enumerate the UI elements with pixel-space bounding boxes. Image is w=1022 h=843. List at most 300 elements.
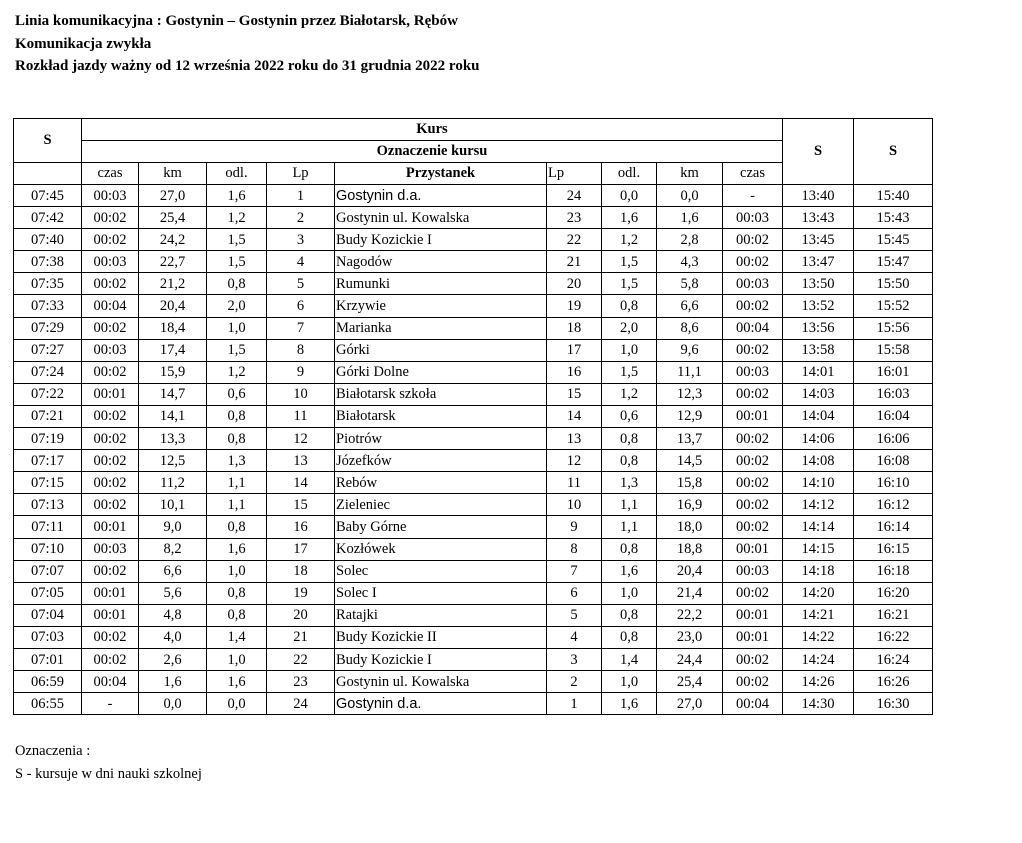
cell-lp2: 14 xyxy=(547,405,602,427)
cell-lp: 15 xyxy=(267,494,335,516)
cell-time-s-left: 07:38 xyxy=(14,251,82,273)
service-type: Komunikacja zwykła xyxy=(15,35,152,52)
cell-time-s-right2: 16:12 xyxy=(854,494,933,516)
table-row xyxy=(14,405,933,427)
table-row xyxy=(14,273,933,295)
cell-time-s-left: 07:22 xyxy=(14,383,82,405)
cell-km: 8,2 xyxy=(139,538,207,560)
cell-time-s-right1: 14:12 xyxy=(783,494,854,516)
cell-czas2: 00:04 xyxy=(723,693,783,715)
cell-time-s-right1: 14:01 xyxy=(783,361,854,383)
cell-lp2: 21 xyxy=(547,251,602,273)
cell-odl2: 1,2 xyxy=(602,383,657,405)
cell-stop-name: Nagodów xyxy=(335,251,547,273)
cell-time-s-left: 07:07 xyxy=(14,560,82,582)
table-row xyxy=(14,251,933,273)
cell-lp: 4 xyxy=(267,251,335,273)
cell-km2: 14,5 xyxy=(657,450,723,472)
sub-przystanek: Przystanek xyxy=(335,163,547,185)
cell-czas2: 00:01 xyxy=(723,604,783,626)
line-title: Linia komunikacyjna : Gostynin – Gostynin przez Białotarsk, Rębów xyxy=(15,13,458,29)
cell-time-s-left: 07:10 xyxy=(14,538,82,560)
cell-czas2: 00:03 xyxy=(723,560,783,582)
cell-czas2: 00:02 xyxy=(723,295,783,317)
sub-empty xyxy=(14,163,82,185)
cell-odl: 1,6 xyxy=(207,185,267,207)
cell-km: 4,0 xyxy=(139,626,207,648)
cell-time-s-right1: 14:30 xyxy=(783,693,854,715)
cell-odl2: 1,2 xyxy=(602,229,657,251)
cell-czas2: 00:02 xyxy=(723,428,783,450)
cell-km: 15,9 xyxy=(139,361,207,383)
col-s-left-header: S xyxy=(14,119,82,163)
cell-odl: 1,5 xyxy=(207,229,267,251)
cell-czas2: 00:02 xyxy=(723,251,783,273)
cell-czas2: 00:02 xyxy=(723,229,783,251)
cell-km: 18,4 xyxy=(139,317,207,339)
cell-odl: 1,2 xyxy=(207,361,267,383)
cell-lp: 23 xyxy=(267,671,335,693)
cell-stop-name: Solec xyxy=(335,560,547,582)
cell-lp: 14 xyxy=(267,472,335,494)
cell-czas: 00:02 xyxy=(82,648,139,670)
timetable xyxy=(13,118,933,715)
cell-lp2: 6 xyxy=(547,582,602,604)
cell-stop-name: Budy Kozickie II xyxy=(335,626,547,648)
cell-time-s-right1: 13:40 xyxy=(783,185,854,207)
cell-odl: 1,3 xyxy=(207,450,267,472)
table-row xyxy=(14,626,933,648)
cell-time-s-right1: 14:20 xyxy=(783,582,854,604)
cell-km: 13,3 xyxy=(139,428,207,450)
cell-odl: 1,6 xyxy=(207,671,267,693)
cell-km: 5,6 xyxy=(139,582,207,604)
col-s-right1-header: S xyxy=(783,119,854,185)
cell-time-s-right1: 13:56 xyxy=(783,317,854,339)
cell-time-s-right1: 14:06 xyxy=(783,428,854,450)
cell-time-s-left: 06:55 xyxy=(14,693,82,715)
cell-lp: 21 xyxy=(267,626,335,648)
cell-lp: 13 xyxy=(267,450,335,472)
cell-lp: 8 xyxy=(267,339,335,361)
cell-odl: 1,1 xyxy=(207,472,267,494)
cell-czas2: 00:04 xyxy=(723,317,783,339)
cell-czas: 00:03 xyxy=(82,185,139,207)
cell-km2: 21,4 xyxy=(657,582,723,604)
cell-km: 22,7 xyxy=(139,251,207,273)
cell-stop-name: Kozłówek xyxy=(335,538,547,560)
sub-czas: czas xyxy=(82,163,139,185)
table-row xyxy=(14,582,933,604)
cell-km2: 6,6 xyxy=(657,295,723,317)
cell-km2: 15,8 xyxy=(657,472,723,494)
cell-km2: 9,6 xyxy=(657,339,723,361)
cell-km2: 18,8 xyxy=(657,538,723,560)
cell-odl2: 0,0 xyxy=(602,185,657,207)
cell-time-s-right1: 14:10 xyxy=(783,472,854,494)
cell-time-s-right2: 16:15 xyxy=(854,538,933,560)
cell-km: 14,7 xyxy=(139,383,207,405)
cell-time-s-left: 07:13 xyxy=(14,494,82,516)
cell-lp2: 13 xyxy=(547,428,602,450)
cell-km: 17,4 xyxy=(139,339,207,361)
cell-odl2: 0,8 xyxy=(602,604,657,626)
cell-lp2: 11 xyxy=(547,472,602,494)
cell-odl: 1,2 xyxy=(207,207,267,229)
sub-km2: km xyxy=(657,163,723,185)
cell-czas: 00:01 xyxy=(82,383,139,405)
sub-czas2: czas xyxy=(723,163,783,185)
cell-czas2: 00:03 xyxy=(723,361,783,383)
cell-stop-name: Marianka xyxy=(335,317,547,339)
cell-km2: 18,0 xyxy=(657,516,723,538)
cell-time-s-left: 07:29 xyxy=(14,317,82,339)
cell-odl: 1,5 xyxy=(207,339,267,361)
cell-stop-name: Budy Kozickie I xyxy=(335,648,547,670)
cell-stop-name: Józefków xyxy=(335,450,547,472)
cell-stop-name: Gostynin d.a. xyxy=(335,185,547,207)
cell-czas2: 00:02 xyxy=(723,472,783,494)
cell-time-s-right2: 16:24 xyxy=(854,648,933,670)
cell-km: 2,6 xyxy=(139,648,207,670)
cell-czas: 00:03 xyxy=(82,339,139,361)
cell-time-s-right1: 13:45 xyxy=(783,229,854,251)
cell-time-s-left: 07:33 xyxy=(14,295,82,317)
cell-time-s-right2: 16:22 xyxy=(854,626,933,648)
cell-odl2: 1,5 xyxy=(602,251,657,273)
cell-czas2: 00:03 xyxy=(723,207,783,229)
cell-km2: 8,6 xyxy=(657,317,723,339)
table-row xyxy=(14,383,933,405)
cell-lp2: 12 xyxy=(547,450,602,472)
cell-lp: 2 xyxy=(267,207,335,229)
sub-lp2: Lp xyxy=(547,163,602,185)
cell-stop-name: Budy Kozickie I xyxy=(335,229,547,251)
cell-stop-name: Górki xyxy=(335,339,547,361)
cell-czas: 00:04 xyxy=(82,295,139,317)
cell-lp2: 23 xyxy=(547,207,602,229)
cell-lp2: 9 xyxy=(547,516,602,538)
cell-time-s-right2: 15:40 xyxy=(854,185,933,207)
cell-lp: 20 xyxy=(267,604,335,626)
cell-czas: 00:02 xyxy=(82,229,139,251)
cell-time-s-right2: 15:47 xyxy=(854,251,933,273)
cell-time-s-right2: 15:50 xyxy=(854,273,933,295)
cell-lp: 24 xyxy=(267,693,335,715)
cell-odl2: 2,0 xyxy=(602,317,657,339)
cell-time-s-left: 07:21 xyxy=(14,405,82,427)
table-row xyxy=(14,472,933,494)
cell-stop-name: Ratajki xyxy=(335,604,547,626)
cell-lp2: 22 xyxy=(547,229,602,251)
cell-time-s-right2: 16:26 xyxy=(854,671,933,693)
cell-czas: 00:02 xyxy=(82,560,139,582)
cell-lp: 19 xyxy=(267,582,335,604)
cell-stop-name: Solec I xyxy=(335,582,547,604)
cell-lp: 18 xyxy=(267,560,335,582)
cell-time-s-right2: 15:43 xyxy=(854,207,933,229)
cell-km2: 13,7 xyxy=(657,428,723,450)
cell-km2: 25,4 xyxy=(657,671,723,693)
cell-km2: 12,9 xyxy=(657,405,723,427)
cell-czas: 00:02 xyxy=(82,317,139,339)
cell-time-s-right2: 16:01 xyxy=(854,361,933,383)
cell-odl: 0,6 xyxy=(207,383,267,405)
cell-odl2: 1,0 xyxy=(602,582,657,604)
cell-time-s-right2: 16:10 xyxy=(854,472,933,494)
cell-czas2: 00:02 xyxy=(723,339,783,361)
cell-time-s-right2: 16:30 xyxy=(854,693,933,715)
table-row xyxy=(14,317,933,339)
cell-lp2: 5 xyxy=(547,604,602,626)
table-row xyxy=(14,207,933,229)
document-header xyxy=(15,10,480,78)
cell-odl2: 1,5 xyxy=(602,361,657,383)
cell-stop-name: Białotarsk szkoła xyxy=(335,383,547,405)
cell-odl: 0,8 xyxy=(207,604,267,626)
table-row xyxy=(14,516,933,538)
cell-stop-name: Rumunki xyxy=(335,273,547,295)
cell-lp: 9 xyxy=(267,361,335,383)
cell-km: 27,0 xyxy=(139,185,207,207)
cell-odl2: 1,1 xyxy=(602,494,657,516)
cell-time-s-right1: 13:43 xyxy=(783,207,854,229)
cell-km: 12,5 xyxy=(139,450,207,472)
cell-km: 24,2 xyxy=(139,229,207,251)
cell-czas: 00:02 xyxy=(82,472,139,494)
cell-time-s-right2: 15:56 xyxy=(854,317,933,339)
cell-km2: 5,8 xyxy=(657,273,723,295)
cell-czas: 00:02 xyxy=(82,626,139,648)
cell-time-s-right2: 16:03 xyxy=(854,383,933,405)
cell-time-s-right2: 16:21 xyxy=(854,604,933,626)
cell-odl2: 1,4 xyxy=(602,648,657,670)
cell-odl2: 1,6 xyxy=(602,207,657,229)
cell-czas: 00:02 xyxy=(82,450,139,472)
cell-lp2: 24 xyxy=(547,185,602,207)
cell-lp2: 20 xyxy=(547,273,602,295)
cell-time-s-right1: 14:14 xyxy=(783,516,854,538)
cell-time-s-right1: 14:21 xyxy=(783,604,854,626)
cell-czas: 00:02 xyxy=(82,273,139,295)
cell-odl: 1,0 xyxy=(207,317,267,339)
cell-czas: 00:02 xyxy=(82,207,139,229)
cell-time-s-left: 07:40 xyxy=(14,229,82,251)
cell-odl: 0,0 xyxy=(207,693,267,715)
cell-km2: 20,4 xyxy=(657,560,723,582)
validity-period: Rozkład jazdy ważny od 12 września 2022 roku do 31 grudnia 2022 roku xyxy=(15,58,480,74)
cell-stop-name: Gostynin d.a. xyxy=(335,693,547,715)
cell-lp: 5 xyxy=(267,273,335,295)
cell-lp2: 19 xyxy=(547,295,602,317)
table-row xyxy=(14,693,933,715)
cell-km: 0,0 xyxy=(139,693,207,715)
cell-km: 6,6 xyxy=(139,560,207,582)
cell-km: 21,2 xyxy=(139,273,207,295)
cell-odl: 0,8 xyxy=(207,428,267,450)
cell-odl: 0,8 xyxy=(207,516,267,538)
cell-lp2: 17 xyxy=(547,339,602,361)
sub-odl2: odl. xyxy=(602,163,657,185)
cell-lp2: 8 xyxy=(547,538,602,560)
cell-lp: 6 xyxy=(267,295,335,317)
cell-stop-name: Krzywie xyxy=(335,295,547,317)
cell-odl: 1,5 xyxy=(207,251,267,273)
cell-time-s-right2: 16:20 xyxy=(854,582,933,604)
cell-odl: 2,0 xyxy=(207,295,267,317)
cell-czas: 00:02 xyxy=(82,494,139,516)
cell-time-s-left: 07:45 xyxy=(14,185,82,207)
cell-km: 25,4 xyxy=(139,207,207,229)
cell-km: 1,6 xyxy=(139,671,207,693)
cell-czas2: 00:02 xyxy=(723,648,783,670)
cell-czas2: 00:01 xyxy=(723,626,783,648)
cell-odl2: 0,8 xyxy=(602,295,657,317)
cell-odl2: 1,0 xyxy=(602,671,657,693)
cell-lp2: 15 xyxy=(547,383,602,405)
cell-time-s-right2: 16:18 xyxy=(854,560,933,582)
cell-odl2: 1,5 xyxy=(602,273,657,295)
cell-km2: 4,3 xyxy=(657,251,723,273)
cell-czas: 00:02 xyxy=(82,361,139,383)
table-row xyxy=(14,538,933,560)
cell-odl: 1,4 xyxy=(207,626,267,648)
cell-odl2: 0,8 xyxy=(602,450,657,472)
cell-time-s-right2: 16:08 xyxy=(854,450,933,472)
table-row xyxy=(14,428,933,450)
cell-odl2: 1,6 xyxy=(602,693,657,715)
cell-lp: 11 xyxy=(267,405,335,427)
cell-odl2: 1,6 xyxy=(602,560,657,582)
cell-odl: 1,6 xyxy=(207,538,267,560)
cell-time-s-right1: 13:52 xyxy=(783,295,854,317)
cell-km: 14,1 xyxy=(139,405,207,427)
cell-time-s-right2: 16:04 xyxy=(854,405,933,427)
cell-time-s-right1: 13:58 xyxy=(783,339,854,361)
cell-time-s-right1: 14:24 xyxy=(783,648,854,670)
cell-lp: 10 xyxy=(267,383,335,405)
cell-time-s-left: 07:01 xyxy=(14,648,82,670)
cell-lp2: 7 xyxy=(547,560,602,582)
cell-km2: 27,0 xyxy=(657,693,723,715)
cell-czas: 00:02 xyxy=(82,405,139,427)
cell-czas: 00:03 xyxy=(82,538,139,560)
cell-time-s-left: 07:19 xyxy=(14,428,82,450)
cell-stop-name: Baby Górne xyxy=(335,516,547,538)
cell-km2: 1,6 xyxy=(657,207,723,229)
table-row xyxy=(14,450,933,472)
table-row xyxy=(14,494,933,516)
cell-stop-name: Gostynin ul. Kowalska xyxy=(335,671,547,693)
cell-time-s-right1: 14:18 xyxy=(783,560,854,582)
kurs-header: Kurs xyxy=(82,119,783,141)
cell-time-s-right2: 15:45 xyxy=(854,229,933,251)
cell-time-s-right1: 14:04 xyxy=(783,405,854,427)
cell-lp: 22 xyxy=(267,648,335,670)
cell-time-s-right1: 13:50 xyxy=(783,273,854,295)
cell-time-s-left: 06:59 xyxy=(14,671,82,693)
cell-lp2: 18 xyxy=(547,317,602,339)
cell-odl2: 0,8 xyxy=(602,538,657,560)
cell-time-s-left: 07:05 xyxy=(14,582,82,604)
cell-czas2: - xyxy=(723,185,783,207)
cell-km2: 16,9 xyxy=(657,494,723,516)
cell-czas: 00:01 xyxy=(82,582,139,604)
legend-title: Oznaczenia : xyxy=(15,743,91,759)
cell-time-s-left: 07:42 xyxy=(14,207,82,229)
cell-czas2: 00:01 xyxy=(723,538,783,560)
cell-km: 20,4 xyxy=(139,295,207,317)
cell-odl2: 1,0 xyxy=(602,339,657,361)
cell-lp2: 16 xyxy=(547,361,602,383)
cell-odl: 1,0 xyxy=(207,648,267,670)
cell-time-s-right1: 14:03 xyxy=(783,383,854,405)
cell-km2: 22,2 xyxy=(657,604,723,626)
sub-km: km xyxy=(139,163,207,185)
cell-km2: 2,8 xyxy=(657,229,723,251)
legend-item-s: S - kursuje w dni nauki szkolnej xyxy=(15,766,202,782)
cell-czas2: 00:03 xyxy=(723,273,783,295)
cell-time-s-left: 07:27 xyxy=(14,339,82,361)
cell-lp2: 1 xyxy=(547,693,602,715)
cell-odl: 1,0 xyxy=(207,560,267,582)
cell-km2: 23,0 xyxy=(657,626,723,648)
cell-czas: 00:04 xyxy=(82,671,139,693)
cell-odl2: 0,8 xyxy=(602,626,657,648)
table-row xyxy=(14,560,933,582)
cell-stop-name: Gostynin ul. Kowalska xyxy=(335,207,547,229)
table-row xyxy=(14,361,933,383)
cell-czas: 00:01 xyxy=(82,516,139,538)
cell-km: 9,0 xyxy=(139,516,207,538)
table-row xyxy=(14,648,933,670)
cell-odl2: 1,3 xyxy=(602,472,657,494)
cell-lp: 3 xyxy=(267,229,335,251)
cell-lp2: 3 xyxy=(547,648,602,670)
cell-czas2: 00:02 xyxy=(723,516,783,538)
cell-lp: 16 xyxy=(267,516,335,538)
cell-lp2: 4 xyxy=(547,626,602,648)
cell-time-s-left: 07:15 xyxy=(14,472,82,494)
cell-time-s-right2: 15:52 xyxy=(854,295,933,317)
cell-stop-name: Rebów xyxy=(335,472,547,494)
col-s-right2-header: S xyxy=(854,119,933,185)
cell-czas: 00:02 xyxy=(82,428,139,450)
legend xyxy=(15,740,202,786)
cell-time-s-left: 07:17 xyxy=(14,450,82,472)
cell-time-s-right2: 16:14 xyxy=(854,516,933,538)
cell-stop-name: Piotrów xyxy=(335,428,547,450)
cell-odl: 0,8 xyxy=(207,405,267,427)
cell-time-s-right1: 14:22 xyxy=(783,626,854,648)
table-row xyxy=(14,604,933,626)
oznaczenie-header: Oznaczenie kursu xyxy=(82,141,783,163)
cell-lp: 1 xyxy=(267,185,335,207)
cell-km2: 12,3 xyxy=(657,383,723,405)
table-row xyxy=(14,295,933,317)
cell-czas2: 00:02 xyxy=(723,450,783,472)
cell-stop-name: Górki Dolne xyxy=(335,361,547,383)
cell-km: 10,1 xyxy=(139,494,207,516)
cell-time-s-left: 07:24 xyxy=(14,361,82,383)
cell-km2: 11,1 xyxy=(657,361,723,383)
cell-odl2: 0,8 xyxy=(602,428,657,450)
table-row xyxy=(14,339,933,361)
cell-odl: 0,8 xyxy=(207,273,267,295)
cell-odl: 0,8 xyxy=(207,582,267,604)
cell-time-s-left: 07:04 xyxy=(14,604,82,626)
sub-lp: Lp xyxy=(267,163,335,185)
